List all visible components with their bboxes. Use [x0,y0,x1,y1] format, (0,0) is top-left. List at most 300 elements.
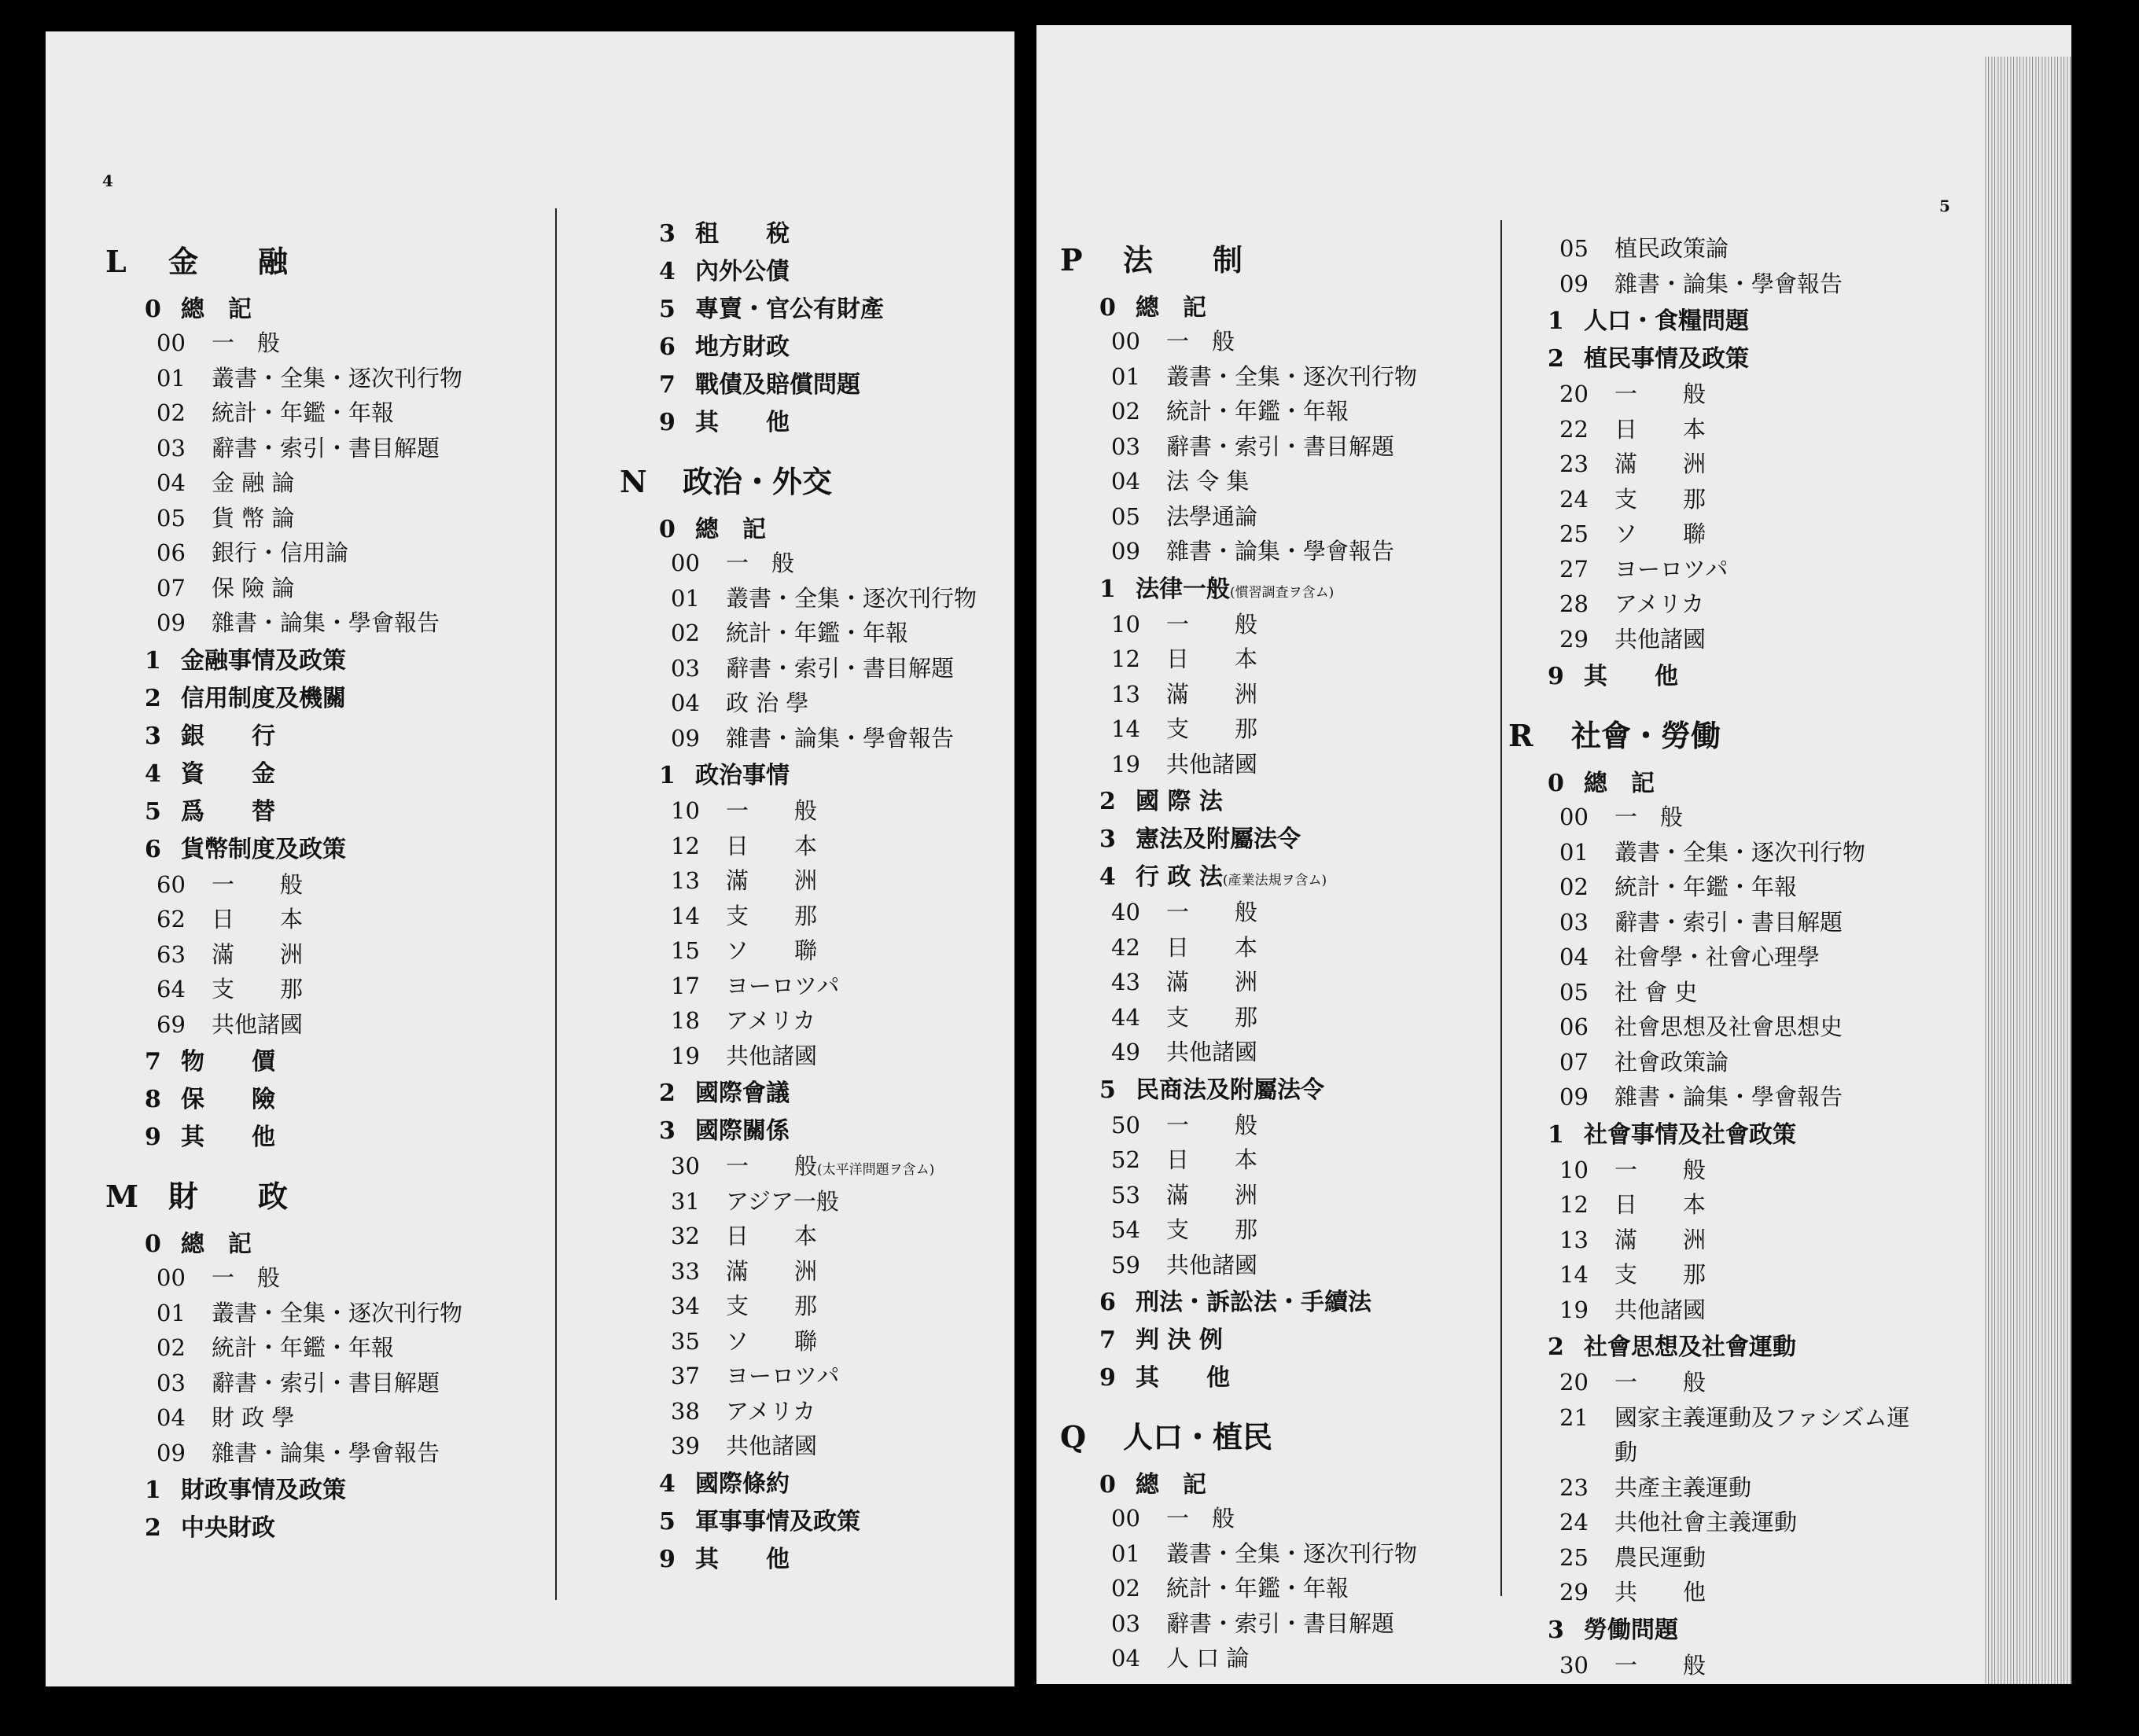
index-entry [1111,1641,1249,1673]
entry-code: 63 [156,940,186,968]
index-entry [1111,359,1417,392]
index-entry [1548,1115,1796,1149]
index-entry [1559,835,1865,867]
index-entry [1559,517,1706,549]
entry-label: 滿 洲 [1166,1181,1258,1208]
entry-label: 勞働問題 [1584,1616,1678,1644]
index-entry [1111,712,1257,744]
index-entry [1548,301,1749,336]
entry-label: 一 般 [212,1264,281,1291]
entry-label: 戰債及賠償問題 [695,371,860,399]
entry-label: 一 般 [212,329,281,356]
entry-label: 貨 幣 論 [212,504,295,531]
entry-label: 叢書・全集・逐次刊行物 [726,584,977,612]
entry-label: 辭書・索引・書目解題 [212,1369,440,1396]
entry-code: 9 [659,409,676,436]
entry-label: 社會・勞働 [1571,718,1721,753]
entry-code: 03 [1111,1609,1140,1637]
index-entry [1099,819,1301,854]
entry-label: 銀行・信用論 [212,539,349,566]
entry-code: 20 [1559,381,1589,407]
entry-code: 2 [1548,345,1564,373]
entry-label: 統計・年鑑・年報 [212,1334,395,1361]
entry-label: 叢書・全集・逐次刊行物 [1614,838,1866,866]
index-entry [156,867,303,899]
entry-code: L [105,244,127,279]
entry-code: 13 [1559,1226,1589,1253]
entry-label: 支 那 [726,902,818,929]
entry-label: 辭書・索引・書目解題 [1166,1609,1395,1637]
entry-label: 爲 替 [181,797,275,826]
entry-code: 40 [1111,899,1140,925]
left-page [46,31,1014,1686]
entry-code: 64 [156,976,186,1002]
entry-code: 00 [671,550,700,576]
entry-code: 35 [671,1327,700,1355]
entry-code: 01 [156,364,186,392]
entry-code: 02 [1559,874,1589,900]
entry-label: 共他諸國 [726,1042,818,1069]
entry-label: 一 般 [1614,1369,1706,1396]
entry-code: 22 [1559,415,1589,443]
entry-label: 支 那 [726,1293,818,1319]
entry-label: 支 那 [212,976,304,1002]
entry-label: 金 融 [168,244,289,279]
index-entry [1111,429,1394,462]
entry-code: 9 [1548,663,1564,690]
entry-label: 國際條約 [695,1469,790,1498]
entry-code: 3 [145,722,161,750]
index-entry [145,829,346,864]
entry-label: 一 般 [1166,328,1235,355]
index-entry [1099,782,1223,816]
entry-label: 社會政策論 [1614,1048,1729,1076]
entry-label: 雜書・論集・學會報告 [726,724,955,752]
index-entry [1111,1606,1394,1639]
entry-code: 60 [156,870,186,898]
entry-code: 59 [1111,1251,1140,1278]
index-entry [659,214,790,248]
entry-note: (產業法規ヲ含ム) [1222,873,1327,888]
entry-label: 政治・外交 [683,464,833,499]
index-entry [145,1508,275,1543]
entry-code: 3 [1099,826,1116,853]
index-entry [156,972,303,1004]
entry-label: 辭書・索引・書目解題 [1614,908,1843,936]
entry-code: 17 [671,972,700,999]
index-entry [156,1260,280,1293]
entry-code: 7 [145,1048,161,1076]
index-entry [156,535,348,568]
entry-code: 8 [145,1086,161,1113]
entry-code: 18 [671,1007,700,1034]
index-entry [659,1502,860,1536]
entry-code: 0 [1099,1471,1116,1499]
index-entry [671,1289,817,1321]
index-entry [1559,1223,1706,1255]
entry-label: 統計・年鑑・年報 [1166,398,1349,425]
entry-label: 支 那 [1166,715,1258,742]
index-entry [1559,552,1728,584]
entry-code: 49 [1111,1039,1140,1065]
index-entry [1099,288,1206,322]
index-entry [1548,339,1749,373]
entry-code: 52 [1111,1146,1140,1173]
entry-label: 農民運動 [1614,1543,1706,1571]
entry-code: 09 [1559,270,1589,297]
index-entry [1559,1153,1706,1185]
entry-code: 38 [671,1397,700,1425]
entry-label: 租 稅 [695,220,790,248]
entry-label: 專賣・官公有財產 [695,296,884,323]
entry-label: 雜書・論集・學會報告 [212,1439,440,1466]
index-entry [145,792,275,826]
entry-code: 04 [156,1404,186,1431]
entry-code: 04 [1111,1645,1140,1672]
entry-code: 7 [1099,1326,1116,1354]
entry-code: 0 [145,1230,161,1258]
entry-label: 中央財政 [181,1514,275,1542]
index-entry [671,651,954,683]
entry-label: 叢書・全集・逐次刊行物 [1166,362,1418,390]
entry-code: 5 [145,797,161,826]
entry-code: 0 [1548,770,1564,797]
entry-code: 10 [671,797,700,824]
entry-code: 02 [156,399,186,426]
index-entry [1111,642,1257,674]
entry-code: 5 [659,296,676,323]
entry-code: 37 [671,1363,700,1389]
entry-label: 滿 洲 [1614,451,1706,477]
entry-code: 14 [671,902,700,929]
index-entry [671,1359,839,1391]
entry-code: 02 [671,620,700,646]
entry-code: 2 [1099,788,1116,815]
entry-label: 共他諸國 [1166,1039,1258,1065]
index-entry [1099,1358,1230,1392]
index-entry [1111,930,1257,962]
entry-label: ヨーロツパ [1614,555,1729,583]
entry-label: 金融事情及政策 [181,646,346,675]
entry-label: ヨーロツパ [726,1363,840,1389]
entry-label: 雜書・論集・學會報告 [212,609,440,636]
entry-code: 01 [156,1299,186,1326]
entry-label: 日 本 [1166,645,1258,672]
index-entry [156,1296,462,1328]
entry-label: 日 本 [1614,415,1706,443]
entry-code: M [105,1179,139,1214]
index-entry [156,1400,294,1433]
entry-code: 03 [156,434,186,462]
entry-code: 01 [1111,1539,1140,1567]
entry-label: 資 金 [181,760,275,788]
entry-code: 1 [145,646,161,675]
entry-label: 軍事事情及政策 [695,1507,860,1536]
index-entry [659,289,884,324]
index-entry [1111,1536,1417,1569]
entry-label: 滿 洲 [1166,969,1258,995]
index-entry [1559,1435,1637,1467]
index-entry [1111,895,1257,927]
section-heading [1060,236,1243,279]
entry-code: 9 [1099,1364,1116,1392]
entry-label: 社 會 史 [1614,978,1698,1006]
entry-code: 21 [1559,1403,1589,1431]
index-entry [156,1366,440,1398]
index-entry [659,403,790,437]
entry-label: 法 令 集 [1166,468,1250,495]
entry-label: 植民事情及政策 [1584,345,1749,373]
index-entry [1559,1365,1706,1397]
index-entry [145,754,275,789]
entry-label: 財 政 學 [212,1404,295,1431]
index-entry [671,581,977,613]
entry-label: 共他諸國 [212,1010,304,1038]
entry-label: 共他諸國 [1614,1296,1706,1323]
entry-label: 共產主義運動 [1614,1473,1752,1501]
page-edge [1985,57,2071,1684]
index-entry [1559,1187,1706,1219]
entry-label: 人 口 論 [1166,1645,1250,1672]
entry-code: 5 [1099,1076,1116,1104]
entry-label: 民商法及附屬法令 [1136,1076,1324,1104]
entry-label: 一 般 [1614,1156,1706,1183]
entry-label: ソ 聯 [1614,520,1706,547]
index-entry [1559,1575,1706,1607]
entry-code: 30 [1559,1651,1589,1679]
index-entry [1111,1000,1257,1032]
entry-code: 09 [671,724,700,752]
index-entry [671,616,908,648]
index-entry [659,1539,790,1574]
index-entry [1548,1327,1796,1362]
entry-label: 總 記 [1584,770,1655,797]
entry-code: 2 [1548,1333,1564,1361]
index-entry [1099,1282,1371,1317]
entry-label: 政治事情 [695,762,790,789]
entry-code: 9 [145,1124,161,1151]
index-entry [659,327,790,362]
entry-label: 社會事情及社會政策 [1584,1120,1796,1149]
entry-code: 0 [1099,294,1116,322]
index-entry [1548,657,1678,691]
entry-label: 日 本 [726,1223,818,1249]
index-entry [1099,1070,1324,1105]
entry-code: 05 [1559,978,1589,1006]
entry-code: 20 [1559,1369,1589,1396]
entry-label: 其 他 [181,1124,275,1151]
entry-label: ヨーロツパ [726,972,840,999]
index-entry [1559,870,1797,902]
entry-code: 29 [1559,1579,1589,1605]
entry-label: 一 般 [212,870,304,898]
entry-code: 4 [659,1469,676,1498]
index-entry [671,1219,817,1251]
entry-label: 支 那 [1614,485,1706,513]
entry-label: 地方財政 [695,333,790,361]
index-entry [1559,800,1683,832]
entry-label: アメリカ [1614,590,1704,617]
index-entry [1111,1501,1235,1533]
entry-label: 滿 洲 [726,1257,818,1285]
entry-label: 共他諸國 [726,1433,818,1459]
entry-label: 總 記 [181,1230,252,1258]
index-entry [671,1184,839,1216]
entry-code: 34 [671,1293,700,1319]
entry-code: 10 [1559,1156,1589,1183]
entry-label: 憲法及附屬法令 [1136,826,1301,853]
entry-label: 一 般 [726,797,818,824]
entry-label: ソ 聯 [726,937,818,964]
index-entry [1559,1470,1751,1502]
entry-label: 銀 行 [181,722,275,750]
entry-code: 23 [1559,451,1589,477]
entry-code: 53 [1111,1181,1140,1208]
index-entry [1548,1610,1678,1645]
index-entry [1111,1035,1257,1067]
index-entry [659,252,790,286]
index-entry [145,716,275,751]
index-entry [156,605,440,638]
entry-label: 國際關係 [695,1117,790,1145]
entry-code: 42 [1111,933,1140,961]
entry-label: 總 記 [1136,294,1206,322]
index-entry [1111,677,1257,709]
entry-code: 5 [659,1507,676,1536]
index-entry [145,1079,275,1114]
entry-code: 05 [1559,235,1589,262]
entry-code: 4 [145,760,161,788]
entry-label: 財 政 [168,1179,289,1214]
entry-code: 7 [659,371,676,399]
entry-label: 保 險 [181,1086,275,1113]
section-heading [1508,712,1721,755]
entry-code: 03 [1111,432,1140,460]
entry-code: 6 [145,835,161,863]
index-entry [1111,499,1257,531]
index-entry [1111,1108,1257,1140]
entry-label: 共他諸國 [1166,750,1258,778]
index-entry [671,686,808,718]
entry-label: 滿 洲 [1166,680,1258,708]
entry-note: (太平洋問題ヲ含ム) [817,1162,935,1178]
entry-code: 23 [1559,1473,1589,1501]
entry-label: 總 記 [181,296,252,323]
entry-code: Q [1060,1419,1087,1455]
entry-label: 一 般 [726,1153,818,1179]
index-entry [671,1324,817,1356]
entry-code: 10 [1111,610,1140,638]
entry-code: 43 [1111,969,1140,995]
entry-code: 14 [1559,1261,1589,1288]
entry-code: 03 [671,654,700,682]
index-entry [1559,377,1706,409]
entry-label: 日 本 [212,906,304,932]
section-heading [1060,1413,1272,1456]
entry-code: 1 [1099,575,1116,603]
entry-code: 13 [1111,680,1140,708]
index-entry [659,1464,790,1499]
entry-label: 日 本 [1614,1191,1706,1218]
entry-label: 保 險 論 [212,574,295,601]
index-entry [1111,324,1235,356]
entry-label: 財政事情及政策 [181,1477,346,1504]
entry-code: 12 [671,832,700,859]
entry-label: 人口・植民 [1123,1419,1273,1455]
entry-label: 動 [1614,1439,1638,1466]
entry-label: 統計・年鑑・年報 [212,399,395,426]
index-entry [671,829,817,861]
index-entry [671,793,817,826]
index-entry [659,1111,790,1146]
index-entry [1099,1465,1206,1499]
index-entry [1559,267,1843,299]
entry-label: 國 際 法 [1136,788,1223,815]
index-entry [671,899,817,931]
entry-code: 00 [156,1264,186,1291]
entry-label: 總 記 [695,516,766,543]
entry-label: 一 般 [1166,899,1258,925]
entry-label: 辭書・索引・書目解題 [726,654,955,682]
entry-note: (慣習調査ヲ含ム) [1230,584,1335,601]
entry-code: 00 [1559,804,1589,830]
entry-code: 4 [659,258,676,285]
entry-code: 02 [156,1334,186,1361]
entry-code: 04 [1559,943,1589,970]
entry-code: 09 [1559,1083,1589,1110]
index-entry [145,641,346,675]
entry-code: 2 [145,1514,161,1542]
entry-code: 00 [156,329,186,356]
index-entry [1111,965,1257,997]
entry-code: 04 [1111,468,1140,495]
entry-code: P [1060,242,1083,278]
entry-code: 07 [1559,1048,1589,1076]
index-entry [671,1254,817,1286]
index-entry [1559,1079,1843,1112]
entry-label: 內外公債 [695,258,790,285]
index-entry [671,969,839,1001]
entry-label: ソ 聯 [726,1327,818,1355]
entry-label: 滿 洲 [726,867,818,894]
entry-label: 雜書・論集・學會報告 [1166,538,1395,565]
entry-label: 政 治 學 [726,690,809,716]
index-entry [1559,1293,1706,1325]
entry-code: 29 [1559,625,1589,653]
index-entry [1111,607,1257,639]
index-entry [156,431,440,463]
index-entry [659,509,766,544]
entry-code: 09 [156,1439,186,1466]
entry-label: 刑法・訴訟法・手續法 [1136,1289,1371,1316]
entry-label: 社會思想及社會思想史 [1614,1013,1843,1040]
index-entry [1559,905,1843,937]
entry-label: 法學通論 [1166,502,1258,530]
entry-code: 3 [659,220,676,248]
entry-code: N [620,464,647,499]
entry-code: 50 [1111,1111,1140,1138]
entry-label: 雜書・論集・學會報告 [1614,1083,1843,1110]
entry-code: 05 [1111,502,1140,530]
entry-code: 69 [156,1010,186,1038]
index-entry [156,937,303,969]
entry-label: 辭書・索引・書目解題 [1166,432,1395,460]
entry-label: 共 他 [1614,1579,1706,1605]
entry-label: 人口・食糧問題 [1584,307,1749,335]
entry-code: 14 [1111,715,1140,742]
index-entry [1559,447,1706,479]
entry-label: 日 本 [1166,933,1258,961]
